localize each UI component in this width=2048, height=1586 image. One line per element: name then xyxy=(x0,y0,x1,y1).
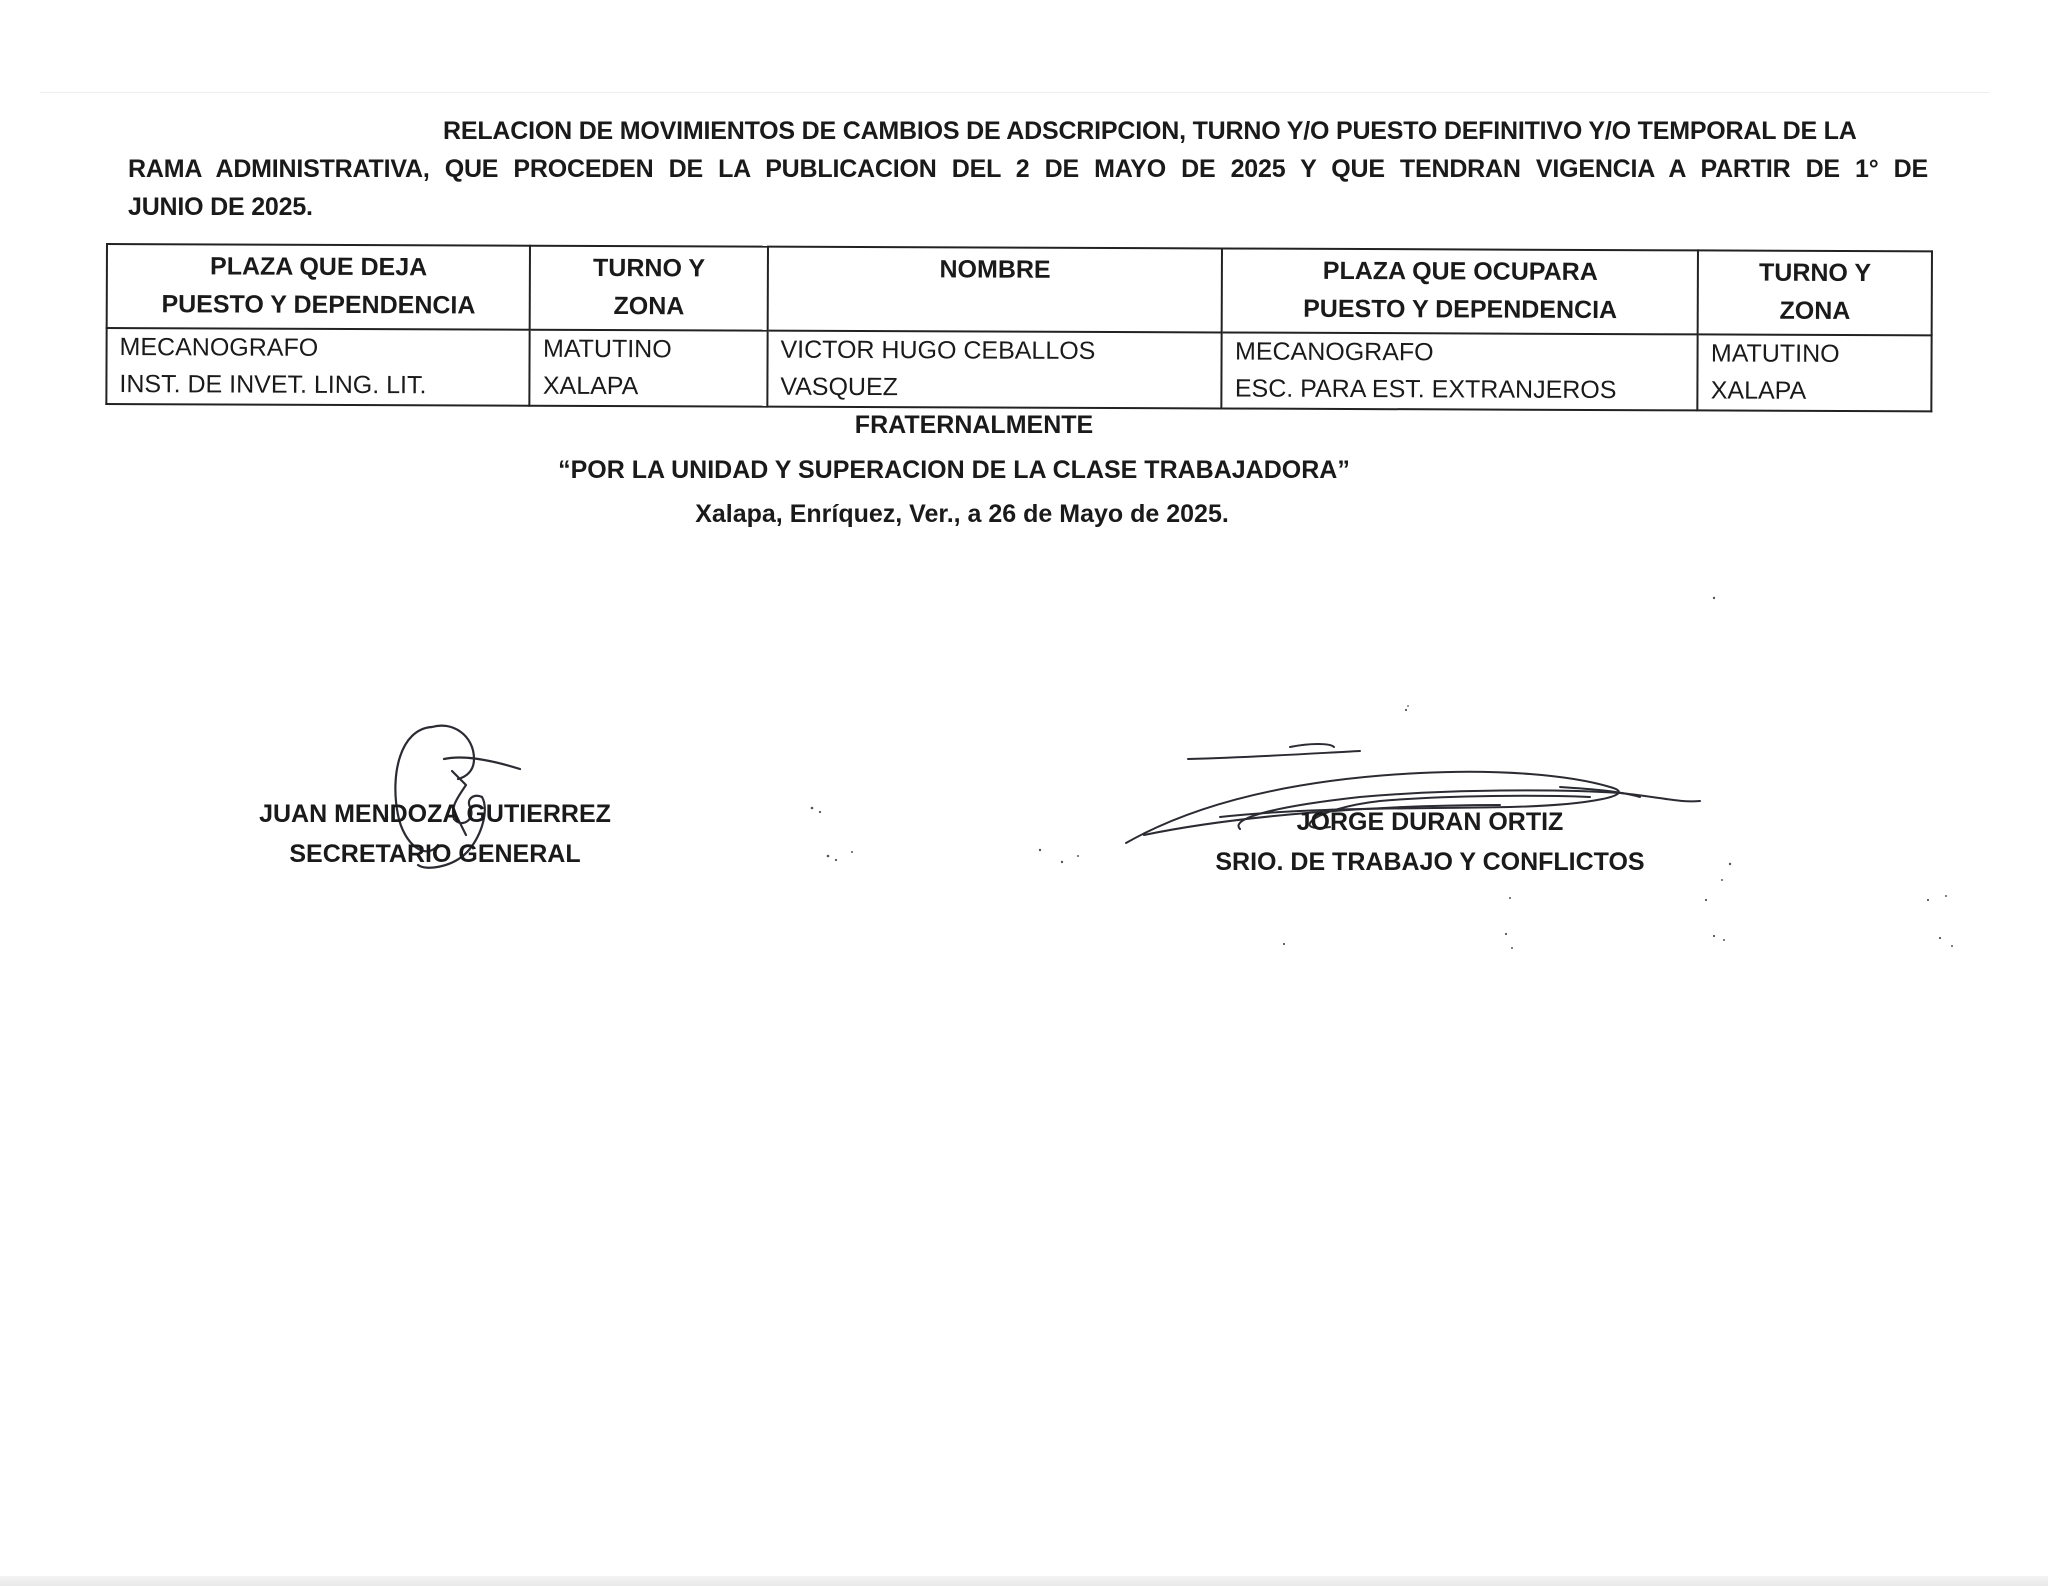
column-header-turno-zona: TURNO Y ZONA xyxy=(530,246,768,331)
cell-plaza-ocupara: MECANOGRAFO ESC. PARA EST. EXTRANJEROS xyxy=(1222,332,1698,410)
heading-line-3: JUNIO DE 2025. xyxy=(128,193,313,221)
cell-plaza-deja: MECANOGRAFO INST. DE INVET. LING. LIT. xyxy=(106,328,530,406)
column-header-plaza-ocupara: PLAZA QUE OCUPARA PUESTO Y DEPENDENCIA xyxy=(1222,248,1698,334)
heading-line-1: RELACION DE MOVIMIENTOS DE CAMBIOS DE ADSCRIPCION, TURNO Y/O PUESTO DEFINITIVO Y/O TEMPORAL DE LA xyxy=(443,117,1857,145)
closing-motto: “POR LA UNIDAD Y SUPERACION DE LA CLASE TRABAJADORA” xyxy=(558,456,1350,484)
scan-edge-bottom xyxy=(0,1576,2048,1586)
heading-line-2: RAMA ADMINISTRATIVA, QUE PROCEDEN DE LA PUBLICACION DEL 2 DE MAYO DE 2025 Y QUE TENDRAN VIGENCIA A PARTIR DE 1° DE xyxy=(128,155,1928,183)
cell-turno-zona-2: MATUTINO XALAPA xyxy=(1698,334,1932,411)
signatory-left-title: SECRETARIO GENERAL xyxy=(289,840,581,868)
column-header-turno-zona-2: TURNO Y ZONA xyxy=(1698,250,1932,335)
column-header-plaza-deja: PLAZA QUE DEJA PUESTO Y DEPENDENCIA xyxy=(107,244,531,330)
signatory-right-title: SRIO. DE TRABAJO Y CONFLICTOS xyxy=(1215,848,1645,876)
cell-turno-zona: MATUTINO XALAPA xyxy=(530,330,768,407)
closing-greeting: FRATERNALMENTE xyxy=(854,411,1094,439)
signatory-left-name: JUAN MENDOZA GUTIERREZ xyxy=(259,800,611,828)
closing-place-date: Xalapa, Enríquez, Ver., a 26 de Mayo de 2025. xyxy=(695,500,1229,528)
cell-nombre: VICTOR HUGO CEBALLOS VASQUEZ xyxy=(767,331,1222,409)
column-header-nombre: NOMBRE xyxy=(768,247,1223,333)
signatory-right-name: JORGE DURAN ORTIZ xyxy=(1296,808,1564,836)
